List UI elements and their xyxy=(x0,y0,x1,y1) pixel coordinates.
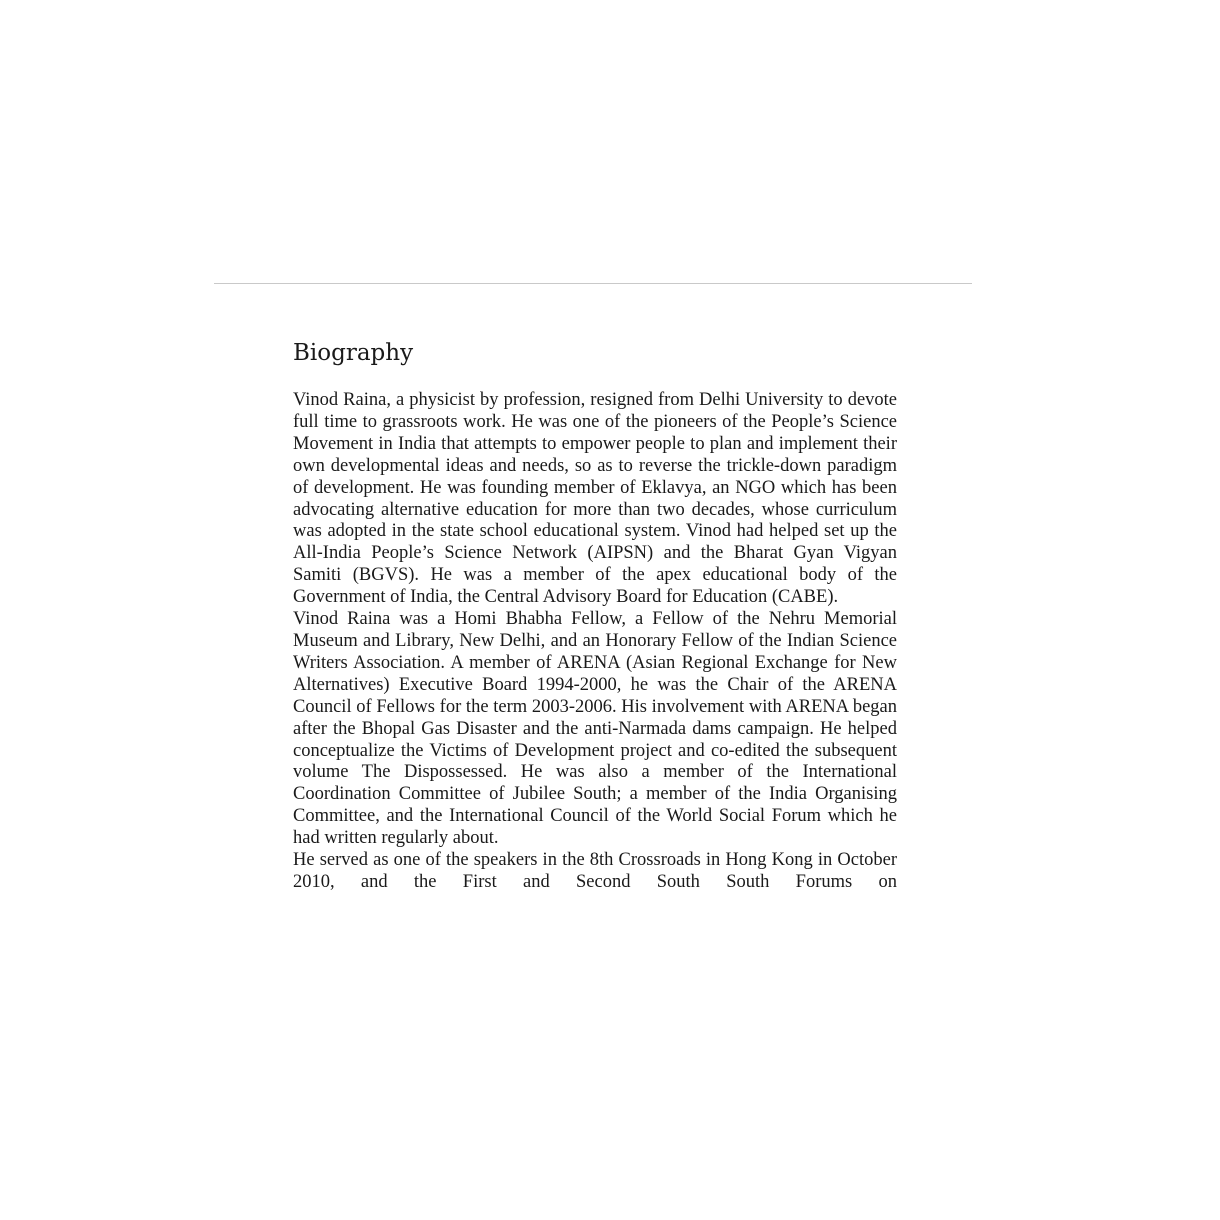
paragraph-early-career: Vinod Raina, a physicist by profession, resigned from Delhi University to devote full time to grassroots work. He was one of the pioneers of the People’s Science Movement in India that attempts to empower people to plan and implement their own developmental ideas and needs, so as to reverse the trickle-down paradigm of development. He was founding member of Eklavya, an NGO which has been advocating alternative education for more than two decades, whose curriculum was adopted in the state school educational system. Vinod had helped set up the All-India People’s Science Network (AIPSN) and the Bharat Gyan Vigyan Samiti (BGVS). He was a member of the apex educational body of the Government of India, the Central Advisory Board for Education (CABE). xyxy=(293,390,897,608)
section-heading: Biography xyxy=(293,340,414,366)
paragraph-fellowships: Vinod Raina was a Homi Bhabha Fellow, a Fellow of the Nehru Memorial Museum and Library, New Delhi, and an Honorary Fellow of the Indian Science Writers Association. A member of ARENA (Asian Regional Exchange for New Alternatives) Executive Board 1994-2000, he was the Chair of the ARENA Council of Fellows for the term 2003-2006. His involvement with ARENA began after the Bhopal Gas Disaster and the anti-Narmada dams campaign. He helped conceptualize the Victims of Development project and co-edited the subsequent volume The Dispossessed. He was also a member of the International Coordination Committee of Jubilee South; a member of the India Organising Committee, and the International Council of the World Social Forum which he had written regularly about. xyxy=(293,609,897,849)
header-divider xyxy=(214,283,972,284)
biography-section xyxy=(293,338,897,894)
paragraph-speaking: He served as one of the speakers in the 8th Crossroads in Hong Kong in October 2010, and the First and Second South South Forums on xyxy=(293,850,897,892)
